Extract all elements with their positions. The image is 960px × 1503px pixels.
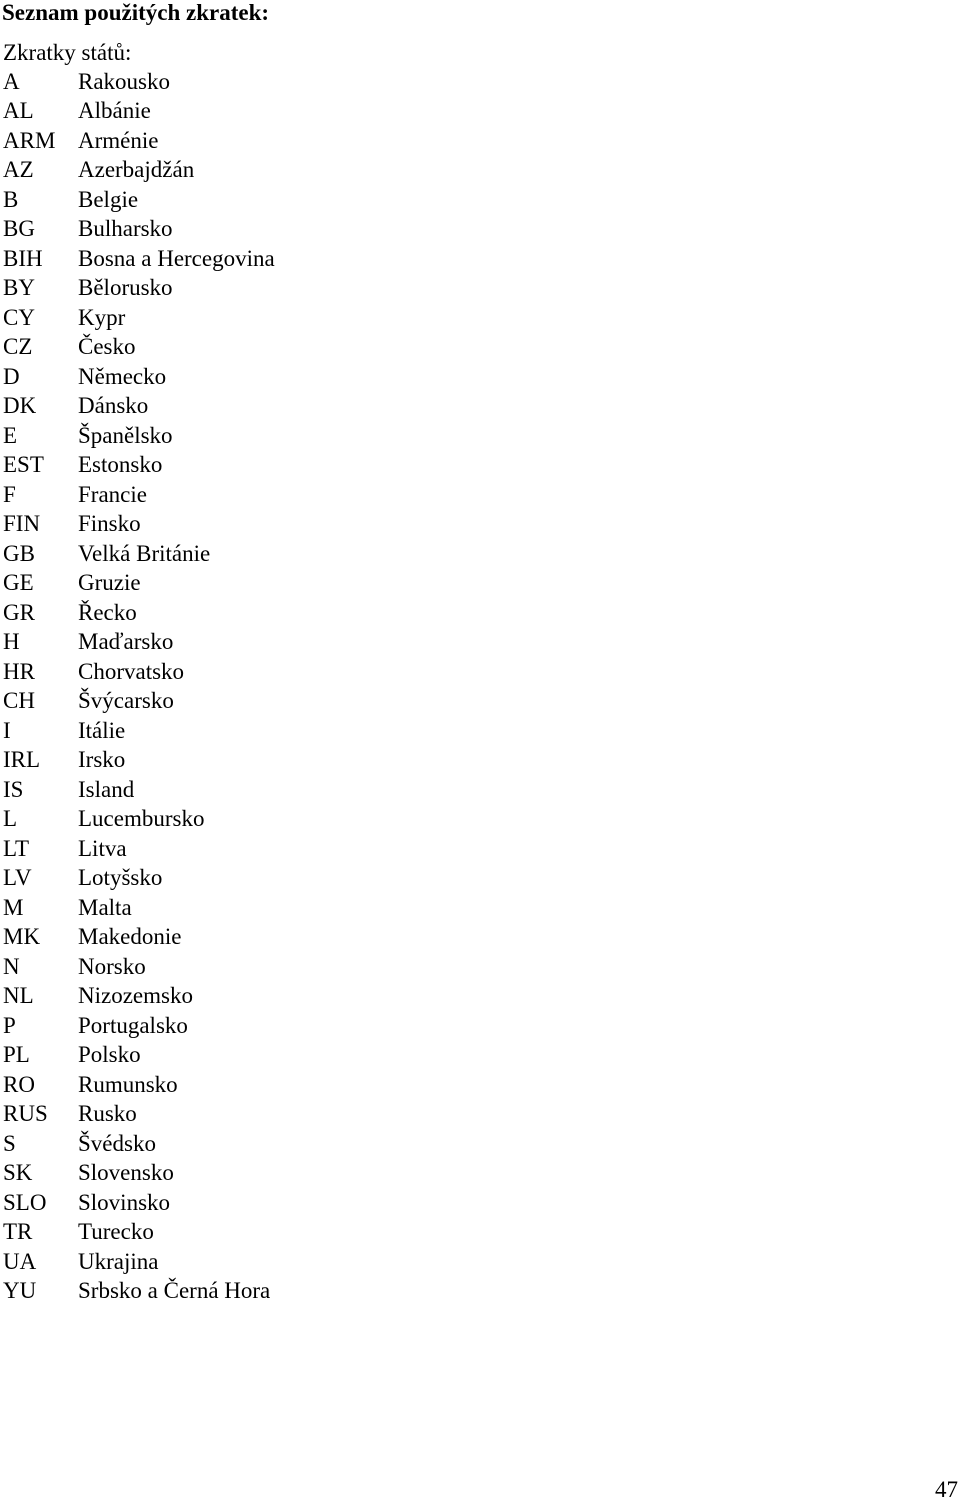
list-item — [3, 982, 275, 1012]
country-name: Slovensko — [78, 1160, 174, 1186]
list-item — [3, 687, 275, 717]
list-item — [3, 1188, 275, 1218]
list-item — [3, 1100, 275, 1130]
country-code: BY — [3, 275, 35, 301]
country-code: IS — [3, 776, 24, 802]
country-code: MK — [3, 924, 41, 950]
country-name: Španělsko — [78, 422, 173, 448]
list-item — [3, 746, 275, 776]
country-code: B — [3, 186, 19, 212]
list-item — [3, 97, 275, 127]
list-item — [3, 864, 275, 894]
country-name: Dánsko — [78, 393, 149, 419]
country-name: Polsko — [78, 1042, 141, 1068]
country-name: Belgie — [78, 186, 139, 212]
country-code: BIH — [3, 245, 43, 271]
country-code: HR — [3, 658, 35, 684]
country-name: Island — [78, 776, 135, 802]
country-code: ARM — [3, 127, 56, 153]
country-code: BG — [3, 216, 35, 242]
country-code: AZ — [3, 157, 34, 183]
country-code: EST — [3, 452, 44, 478]
country-name: Finsko — [78, 511, 141, 537]
list-item — [3, 628, 275, 658]
country-code: IRL — [3, 747, 41, 773]
list-item — [3, 1277, 275, 1307]
country-code: L — [3, 806, 18, 832]
country-name: Turecko — [78, 1219, 154, 1245]
list-item — [3, 126, 275, 156]
country-name: Lotyšsko — [78, 865, 163, 891]
list-item — [3, 1247, 275, 1277]
country-code: CZ — [3, 334, 33, 360]
country-code: D — [3, 363, 20, 389]
country-name: Malta — [78, 894, 132, 920]
country-code: H — [3, 629, 20, 655]
country-name: Irsko — [78, 747, 126, 773]
country-code: P — [3, 1012, 16, 1038]
list-item — [3, 569, 275, 599]
country-code: SK — [3, 1160, 33, 1186]
abbreviation-list — [3, 67, 275, 1306]
list-item — [3, 1041, 275, 1071]
list-item — [3, 1218, 275, 1248]
country-code: N — [3, 953, 20, 979]
country-code: A — [3, 68, 20, 94]
section-subtitle: Zkratky států: — [3, 40, 132, 65]
country-name: Srbsko a Černá Hora — [78, 1278, 271, 1304]
list-item — [3, 1011, 275, 1041]
country-name: Bosna a Hercegovina — [78, 245, 275, 271]
country-code: E — [3, 422, 18, 448]
list-item — [3, 893, 275, 923]
country-name: Bělorusko — [78, 275, 173, 301]
country-code: RO — [3, 1071, 35, 1097]
country-code: GE — [3, 570, 34, 596]
list-item — [3, 362, 275, 392]
country-name: Estonsko — [78, 452, 163, 478]
list-item — [3, 451, 275, 481]
country-name: Velká Británie — [78, 540, 211, 566]
list-item — [3, 834, 275, 864]
list-item — [3, 215, 275, 245]
list-item — [3, 185, 275, 215]
country-code: I — [3, 717, 11, 743]
country-code: F — [3, 481, 16, 507]
country-code: CH — [3, 688, 35, 714]
country-name: Lucembursko — [78, 806, 205, 832]
country-code: LV — [3, 865, 32, 891]
country-code: PL — [3, 1042, 30, 1068]
country-name: Arménie — [78, 127, 159, 153]
country-code: DK — [3, 393, 37, 419]
country-name: Rumunsko — [78, 1071, 178, 1097]
country-code: GR — [3, 599, 35, 625]
country-name: Azerbajdžán — [78, 157, 195, 183]
country-name: Ukrajina — [78, 1248, 159, 1274]
country-code: RUS — [3, 1101, 48, 1127]
country-name: Francie — [78, 481, 147, 507]
list-item — [3, 303, 275, 333]
country-name: Gruzie — [78, 570, 141, 596]
country-name: Nizozemsko — [78, 983, 193, 1009]
list-item — [3, 244, 275, 274]
country-name: Bulharsko — [78, 216, 173, 242]
country-code: LT — [3, 835, 29, 861]
country-name: Maďarsko — [78, 629, 174, 655]
country-code: NL — [3, 983, 34, 1009]
list-item — [3, 657, 275, 687]
country-code: FIN — [3, 511, 41, 537]
country-code: CY — [3, 304, 35, 330]
list-item — [3, 1129, 275, 1159]
list-item — [3, 539, 275, 569]
country-name: Řecko — [78, 599, 137, 625]
country-name: Švýcarsko — [78, 688, 174, 714]
list-item — [3, 67, 275, 97]
page-title: Seznam použitých zkratek: — [2, 0, 270, 25]
list-item — [3, 510, 275, 540]
country-name: Norsko — [78, 953, 146, 979]
country-name: Německo — [78, 363, 167, 389]
country-name: Portugalsko — [78, 1012, 188, 1038]
country-name: Česko — [78, 334, 136, 360]
list-item — [3, 805, 275, 835]
country-code: AL — [3, 98, 34, 124]
list-item — [3, 333, 275, 363]
country-name: Litva — [78, 835, 127, 861]
list-item — [3, 1070, 275, 1100]
country-code: GB — [3, 540, 35, 566]
list-item — [3, 716, 275, 746]
list-item — [3, 775, 275, 805]
list-item — [3, 1159, 275, 1189]
list-item — [3, 923, 275, 953]
country-code: TR — [3, 1219, 33, 1245]
list-item — [3, 392, 275, 422]
country-name: Švédsko — [78, 1130, 156, 1156]
country-code: SLO — [3, 1189, 47, 1215]
country-code: S — [3, 1130, 16, 1156]
list-item — [3, 598, 275, 628]
country-name: Itálie — [78, 717, 126, 743]
list-item — [3, 952, 275, 982]
country-name: Rusko — [78, 1101, 137, 1127]
list-item — [3, 156, 275, 186]
country-name: Slovinsko — [78, 1189, 171, 1215]
country-name: Albánie — [78, 98, 151, 124]
country-code: UA — [3, 1248, 37, 1274]
country-code: YU — [3, 1278, 37, 1304]
country-code: M — [3, 894, 24, 920]
list-item — [3, 480, 275, 510]
page-number: 47 — [935, 1477, 958, 1502]
list-item — [3, 274, 275, 304]
country-name: Chorvatsko — [78, 658, 185, 684]
country-name: Rakousko — [78, 68, 170, 94]
country-name: Makedonie — [78, 924, 182, 950]
country-name: Kypr — [78, 304, 126, 330]
list-item — [3, 421, 275, 451]
